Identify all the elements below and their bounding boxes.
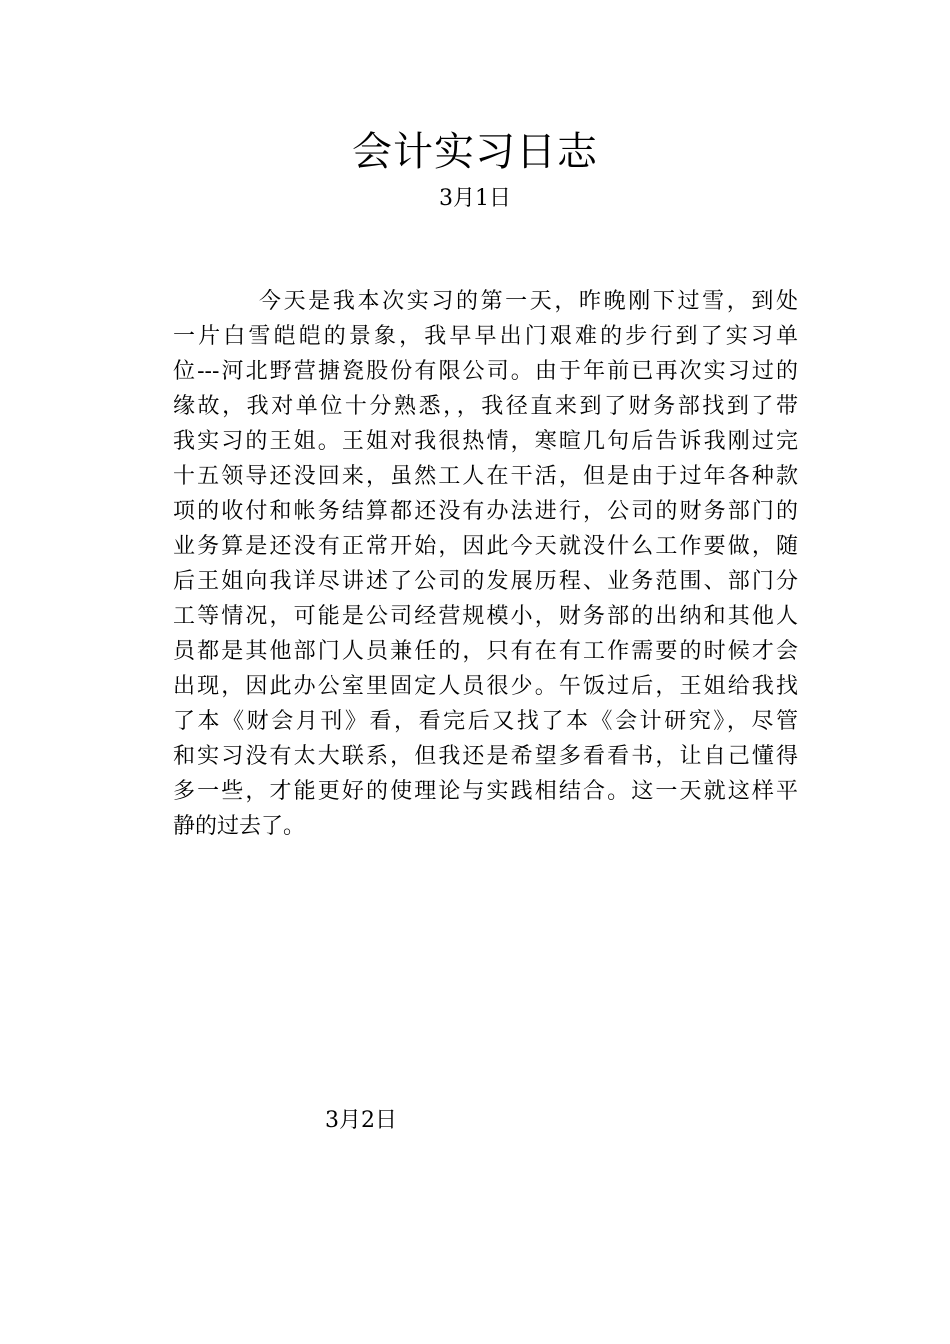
paragraph-line: 今天是我本次实习的第一天，昨晚刚下过雪，到处 bbox=[259, 289, 798, 314]
paragraph-line: 业务算是还没有正常开始，因此今天就没什么工作要做，随 bbox=[173, 534, 798, 559]
paragraph-line: 后王姐向我详尽讲述了公司的发展历程、业务范围、部门分 bbox=[173, 569, 798, 594]
paragraph-line: 员都是其他部门人员兼任的，只有在有工作需要的时候才会 bbox=[173, 639, 798, 664]
paragraph-line: 了本《财会月刊》看，看完后又找了本《会计研究》，尽管 bbox=[173, 709, 798, 734]
entry-date: 3月1日 bbox=[439, 186, 511, 211]
paragraph-line: 十五领导还没回来，虽然工人在干活，但是由于过年各种款 bbox=[173, 464, 798, 489]
paragraph-line: 我实习的王姐。王姐对我很热情，寒暄几句后告诉我刚过完 bbox=[173, 429, 798, 454]
paragraph-line: 一片白雪皑皑的景象，我早早出门艰难的步行到了实习单 bbox=[173, 324, 798, 349]
paragraph-line: 位---河北野营搪瓷股份有限公司。由于年前已再次实习过的 bbox=[173, 359, 798, 384]
paragraph-line: 出现，因此办公室里固定人员很少。午饭过后，王姐给我找 bbox=[173, 674, 798, 699]
page-title: 会计实习日志 bbox=[352, 129, 598, 175]
paragraph-line: 项的收付和帐务结算都还没有办法进行，公司的财务部门的 bbox=[173, 499, 798, 524]
entry-body bbox=[173, 284, 798, 844]
paragraph-line: 工等情况，可能是公司经营规模小，财务部的出纳和其他人 bbox=[173, 604, 798, 629]
paragraph-line: 多一些，才能更好的使理论与实践相结合。这一天就这样平 bbox=[173, 779, 798, 804]
paragraph-line: 静的过去了。 bbox=[173, 814, 306, 839]
next-entry-date: 3月2日 bbox=[325, 1108, 397, 1133]
paragraph-line: 和实习没有太大联系，但我还是希望多看看书，让自己懂得 bbox=[173, 744, 798, 769]
paragraph-line: 缘故，我对单位十分熟悉，，我径直来到了财务部找到了带 bbox=[173, 394, 798, 419]
